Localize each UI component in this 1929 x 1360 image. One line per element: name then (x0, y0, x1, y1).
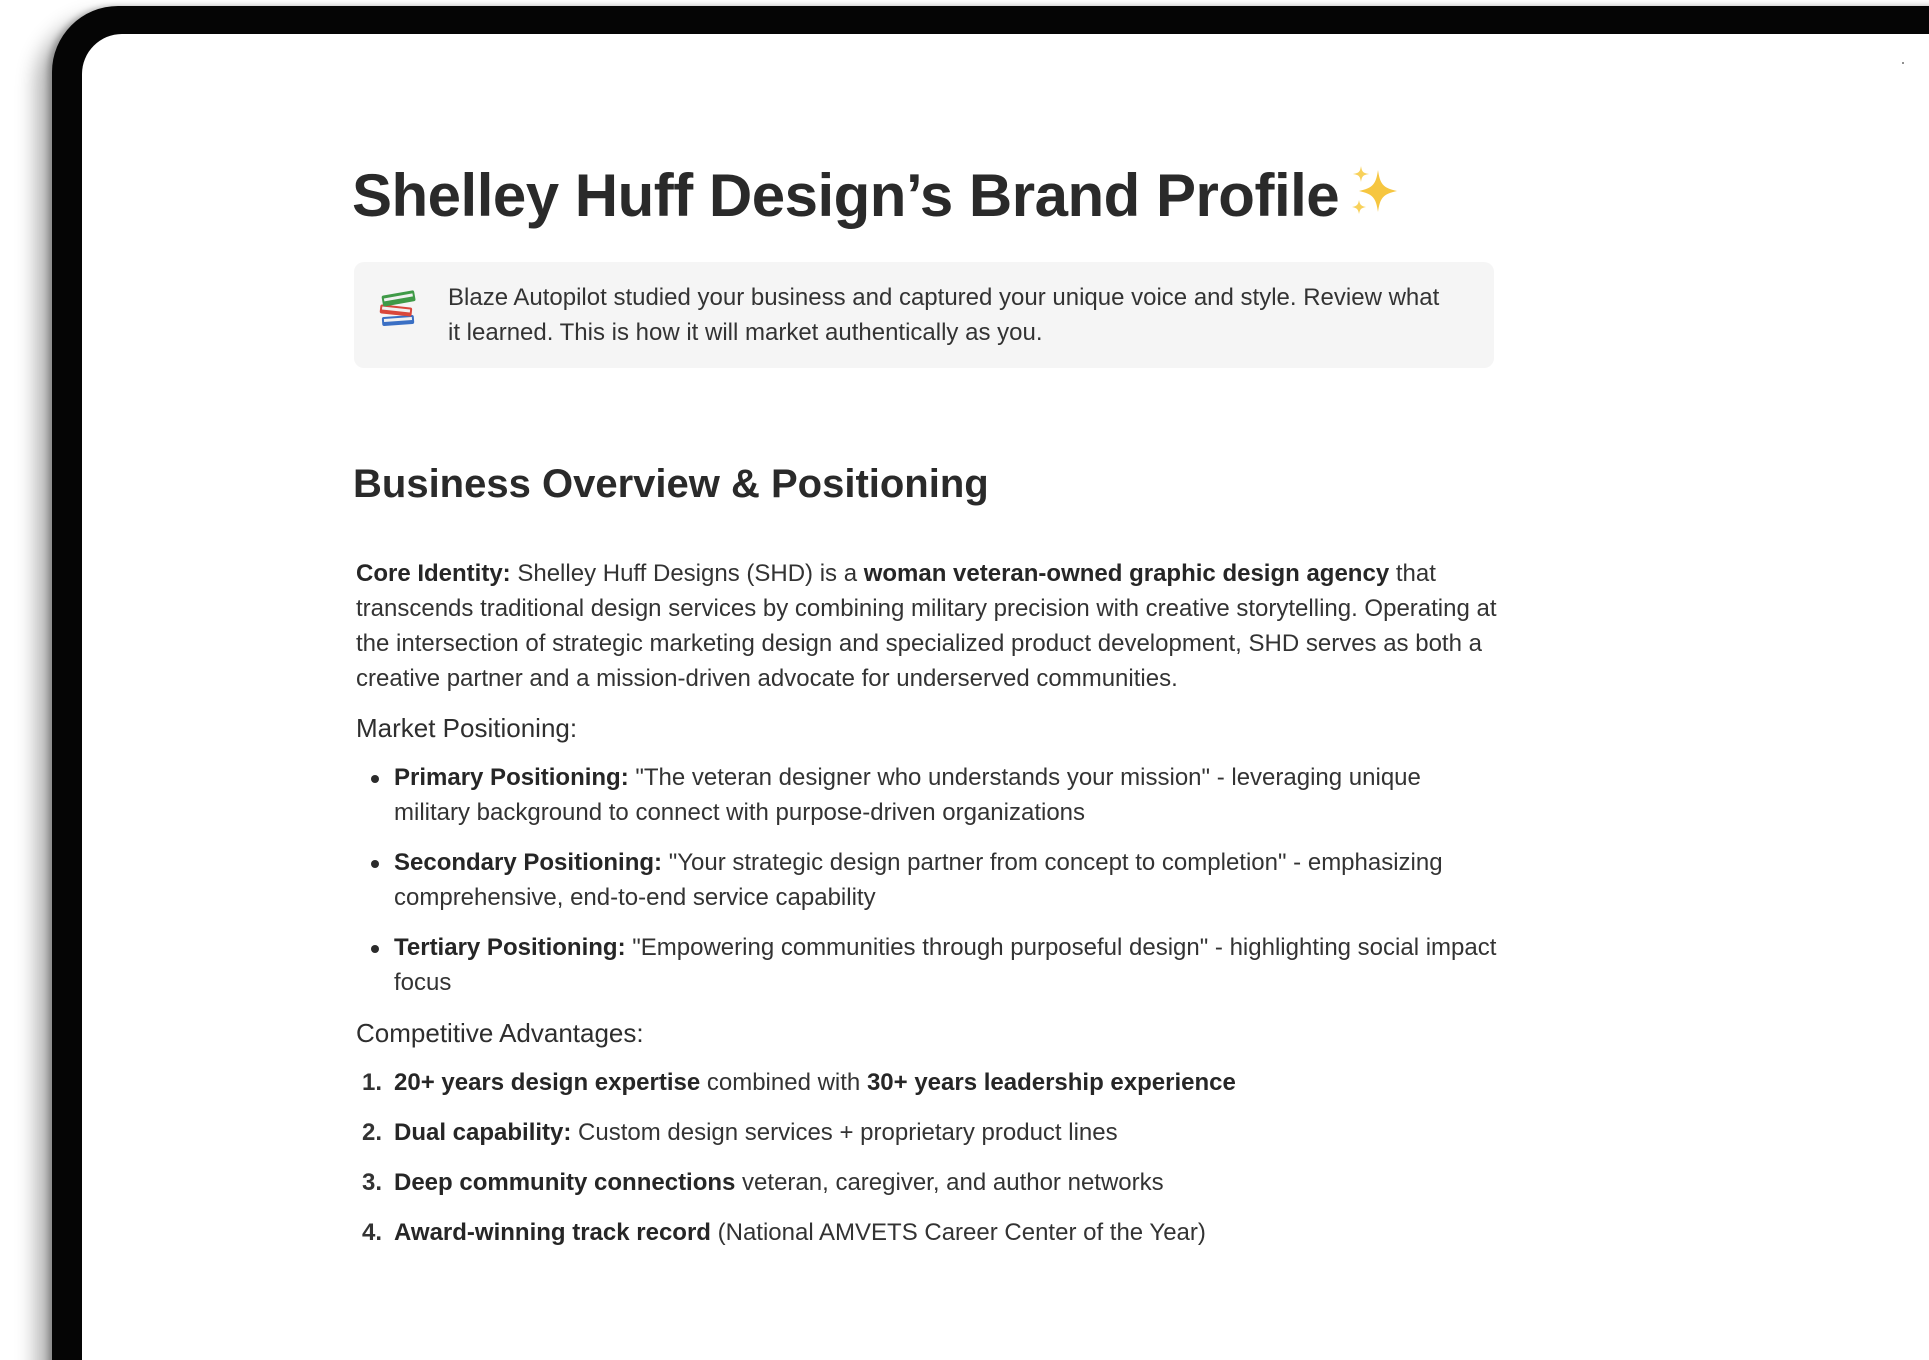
list-item (394, 930, 1497, 1000)
positioning-text: "The veteran designer who understands your mission" - leveraging unique military background to connect with purpose-driven organizations (394, 764, 1421, 826)
page-title-text: Shelley Huff Design’s Brand Profile (352, 162, 1340, 229)
section-heading: Business Overview & Positioning (353, 462, 989, 506)
camera-dot (1902, 62, 1904, 64)
positioning-label: Primary Positioning: (394, 764, 629, 791)
advantage-bold-2: 30+ years leadership experience (866, 1069, 1236, 1096)
sparkles-icon (1347, 164, 1405, 220)
market-positioning-heading: Market Positioning: (356, 713, 578, 743)
list-item (394, 845, 1497, 915)
advantage-bold: Deep community connections (394, 1169, 736, 1196)
list-item (362, 1115, 1497, 1150)
callout-text: Blaze Autopilot studied your business and captured your unique voice and style. Review what it learned. This is how it will market authentically as you. (448, 284, 1440, 346)
advantage-bold: Award-winning track record (394, 1219, 711, 1246)
positioning-text: "Empowering communities through purposeful design" - highlighting social impact focus (394, 934, 1497, 996)
list-number: 4. (362, 1219, 383, 1246)
advantage-text: Custom design services + proprietary product lines (571, 1119, 1118, 1146)
positioning-text: "Your strategic design partner from concept to completion" - emphasizing comprehensive, end-to-end service capability (394, 849, 1443, 911)
list-number: 1. (362, 1069, 383, 1096)
brand-profile-page (352, 160, 1497, 1265)
competitive-advantages-heading: Competitive Advantages: (356, 1018, 644, 1048)
advantage-bold: Dual capability: (394, 1119, 572, 1146)
advantage-text: combined with (700, 1069, 867, 1096)
positioning-label: Secondary Positioning: (394, 849, 663, 876)
core-identity-text-before: Shelley Huff Designs (SHD) is a (510, 560, 864, 587)
positioning-label: Tertiary Positioning: (394, 934, 626, 961)
advantage-bold: 20+ years design expertise (394, 1069, 701, 1096)
list-item (362, 1215, 1497, 1250)
list-item (362, 1065, 1497, 1100)
list-item (394, 760, 1497, 830)
core-identity-paragraph (356, 556, 1497, 696)
list-number: 3. (362, 1169, 383, 1196)
core-identity-text-after: that transcends traditional design services by combining military precision with creative storytelling. Operating at the intersection of strategic marketing design and specialized product development, SHD serves as both a creative partner and a mission-driven advocate for underserved communities. (356, 560, 1497, 692)
section-body (356, 556, 1497, 1250)
advantage-text: (National AMVETS Career Center of the Year) (710, 1219, 1206, 1246)
books-icon (376, 284, 422, 330)
core-identity-bold: woman veteran-owned graphic design agency (863, 560, 1390, 587)
competitive-advantages-list (356, 1065, 1497, 1250)
list-number: 2. (362, 1119, 383, 1146)
page-title (352, 160, 1497, 232)
market-positioning-list (356, 760, 1497, 1000)
advantage-text: veteran, caregiver, and author networks (735, 1169, 1164, 1196)
autopilot-callout (354, 262, 1494, 368)
core-identity-label: Core Identity: (356, 560, 511, 587)
list-item (362, 1165, 1497, 1200)
